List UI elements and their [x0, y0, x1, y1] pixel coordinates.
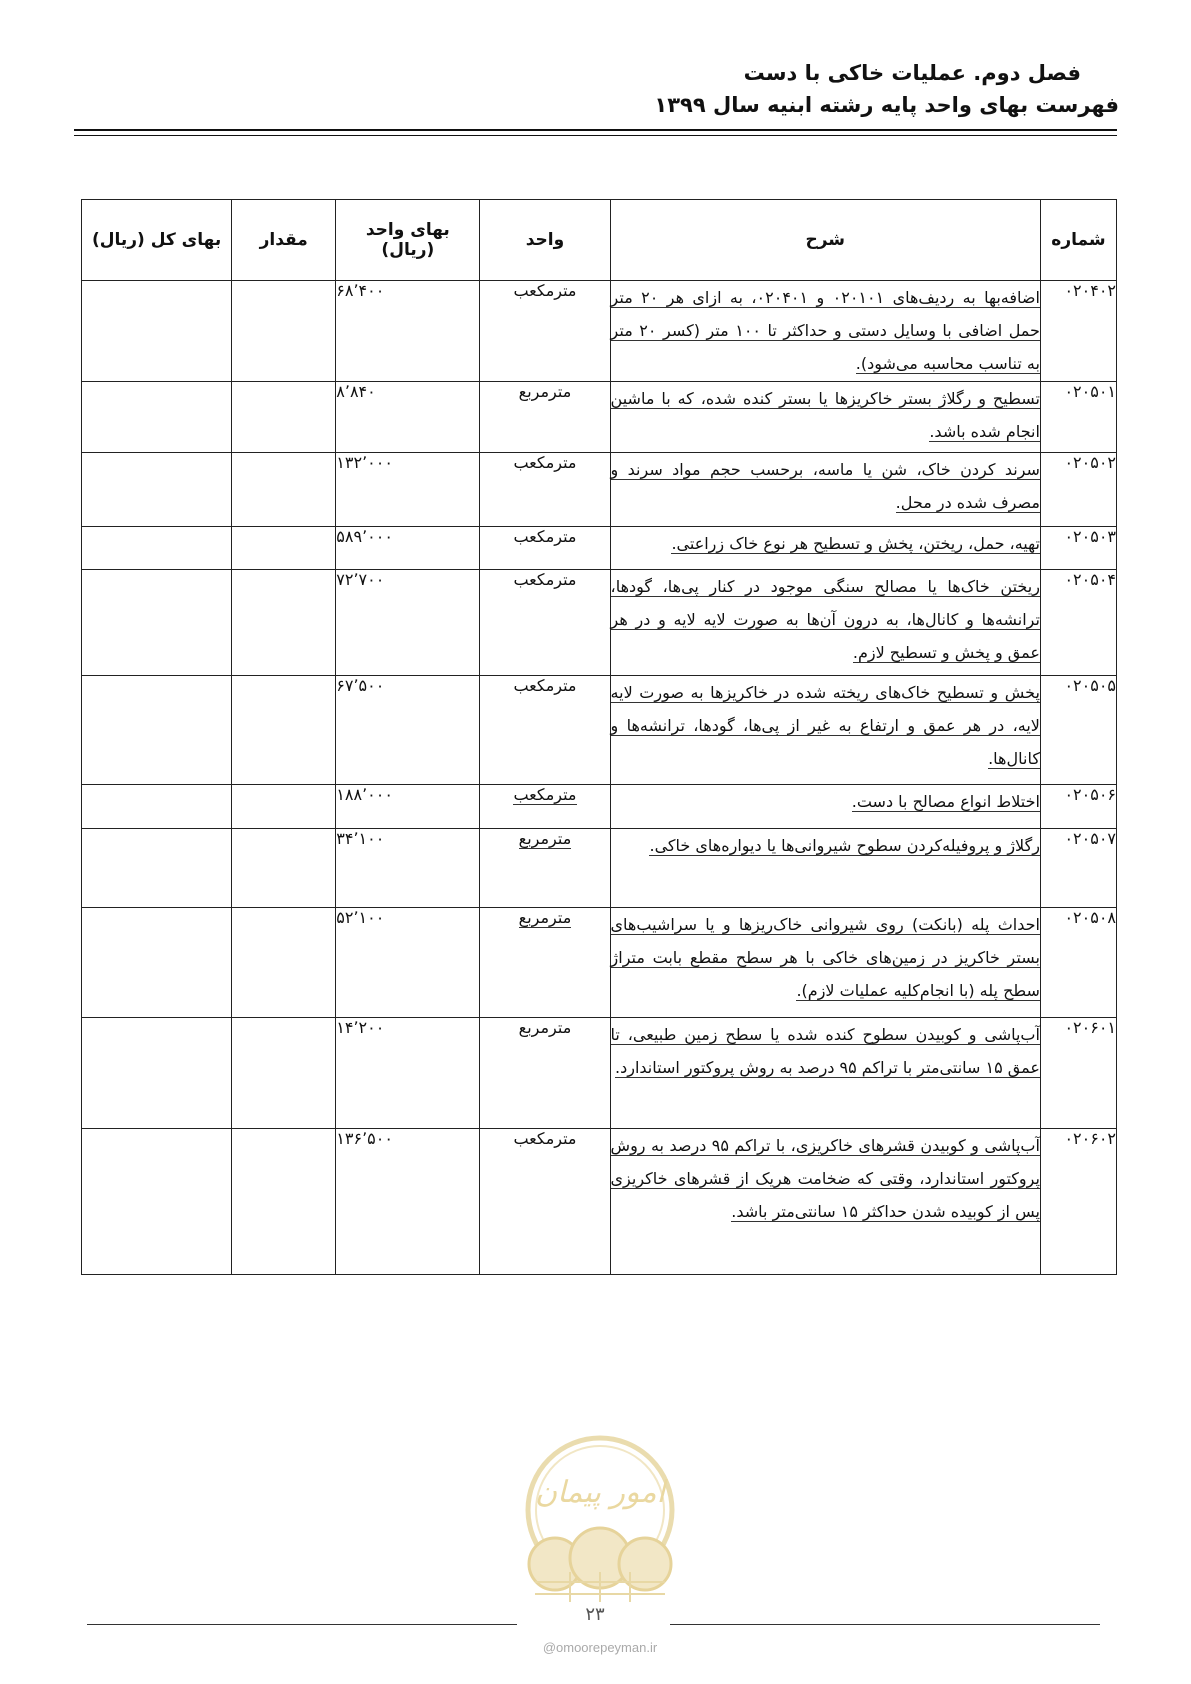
- item-quantity: [232, 908, 336, 1018]
- item-unit-price: ۵۸۹٬۰۰۰: [336, 527, 480, 570]
- item-unit-price: ۱۴٬۲۰۰: [336, 1018, 480, 1129]
- item-unit-price: ۱۳۲٬۰۰۰: [336, 453, 480, 527]
- item-unit-price: ۷۲٬۷۰۰: [336, 570, 480, 676]
- item-unit: مترمکعب: [480, 1129, 610, 1275]
- chapter-title: فصل دوم. عملیات خاکی با دست: [743, 61, 1081, 85]
- item-description: سرند کردن خاک، شن یا ماسه، برحسب حجم مواد سرند و مصرف شده در محل.: [610, 453, 1040, 527]
- header-description: شرح: [610, 200, 1040, 281]
- site-url: @omoorepeyman.ir: [542, 1640, 658, 1655]
- item-total: [82, 829, 232, 908]
- item-quantity: [232, 453, 336, 527]
- item-unit: مترمکعب: [480, 785, 610, 829]
- item-code: ۰۲۰۵۰۸: [1040, 908, 1116, 1018]
- item-total: [82, 453, 232, 527]
- item-unit-price: ۳۴٬۱۰۰: [336, 829, 480, 908]
- watermark-text: امور پیمان: [535, 1475, 665, 1510]
- item-code: ۰۲۰۵۰۲: [1040, 453, 1116, 527]
- item-unit: مترمربع: [480, 829, 610, 908]
- footer-rule-left: [87, 1624, 517, 1625]
- page-header: [654, 58, 1119, 122]
- header-quantity: مقدار: [232, 200, 336, 281]
- table-row: [82, 382, 1117, 453]
- item-description: پخش و تسطیح خاک‌های ریخته شده در خاکریزها به صورت لایه لایه، در هر عمق و ارتفاع به غیر از پی‌ها، گودها، ترانشه‌ها و کانال‌ها.: [610, 676, 1040, 785]
- item-description: رگلاژ و پروفیله‌کردن سطوح شیروانی‌ها یا دیواره‌های خاکی.: [610, 829, 1040, 908]
- header-unit: واحد: [480, 200, 610, 281]
- item-total: [82, 570, 232, 676]
- item-description: احداث پله (بانکت) روی شیروانی خاک‌ریزها و یا سراشیب‌های بستر خاکریز در زمین‌های خاکی با هر سطح مقطع بابت متراژ سطح پله (با انجام‌کلیه عملیات لازم).: [610, 908, 1040, 1018]
- item-unit: مترمکعب: [480, 527, 610, 570]
- item-unit: مترمکعب: [480, 281, 610, 382]
- item-unit-price: ۸٬۸۴۰: [336, 382, 480, 453]
- item-code: ۰۲۰۵۰۶: [1040, 785, 1116, 829]
- item-quantity: [232, 676, 336, 785]
- table-row: [82, 1018, 1117, 1129]
- table-row: [82, 908, 1117, 1018]
- item-quantity: [232, 281, 336, 382]
- page-number: ۲۳: [585, 1604, 605, 1625]
- header-unit-price: بهای واحد (ریال): [336, 200, 480, 281]
- item-code: ۰۲۰۶۰۱: [1040, 1018, 1116, 1129]
- item-unit-price: ۵۲٬۱۰۰: [336, 908, 480, 1018]
- table-row: [82, 527, 1117, 570]
- table-row: [82, 785, 1117, 829]
- header-rule-thin: [74, 135, 1117, 136]
- table-row: [82, 570, 1117, 676]
- item-description: آب‌پاشی و کوبیدن قشرهای خاکریزی، با تراکم ۹۵ درصد به روش پروکتور استاندارد، وقتی که ضخامت هریک از قشرهای خاکریزی پس از کوبیده شدن حداکثر ۱۵ سانتی‌متر باشد.: [610, 1129, 1040, 1275]
- item-total: [82, 908, 232, 1018]
- item-quantity: [232, 829, 336, 908]
- item-unit: مترمربع: [480, 1018, 610, 1129]
- header-rule-thick: [74, 129, 1117, 131]
- item-total: [82, 1018, 232, 1129]
- item-description: ریختن خاک‌ها یا مصالح سنگی موجود در کنار پی‌ها، گودها، ترانشه‌ها و کانال‌ها، به درون آن‌ها به صورت لایه لایه و در هر عمق و پخش و تسطیح لازم.: [610, 570, 1040, 676]
- table-row: [82, 829, 1117, 908]
- item-quantity: [232, 382, 336, 453]
- item-unit-price: ۱۳۶٬۵۰۰: [336, 1129, 480, 1275]
- item-unit: مترمکعب: [480, 453, 610, 527]
- item-unit-price: ۶۷٬۵۰۰: [336, 676, 480, 785]
- item-code: ۰۲۰۵۰۳: [1040, 527, 1116, 570]
- document-subtitle: فهرست بهای واحد پایه رشته ابنیه سال ۱۳۹۹: [654, 93, 1119, 117]
- item-unit-price: ۶۸٬۴۰۰: [336, 281, 480, 382]
- item-description: تهیه، حمل، ریختن، پخش و تسطیح هر نوع خاک زراعتی.: [610, 527, 1040, 570]
- price-table: [81, 199, 1117, 1275]
- item-unit: مترمربع: [480, 382, 610, 453]
- item-quantity: [232, 785, 336, 829]
- item-description: تسطیح و رگلاژ بستر خاکریزها یا بستر کنده شده، که با ماشین انجام شده باشد.: [610, 382, 1040, 453]
- item-total: [82, 281, 232, 382]
- table-row: [82, 281, 1117, 382]
- table-row: [82, 453, 1117, 527]
- table-row: [82, 1129, 1117, 1275]
- item-code: ۰۲۰۴۰۲: [1040, 281, 1116, 382]
- item-total: [82, 1129, 232, 1275]
- item-total: [82, 785, 232, 829]
- table-row: [82, 676, 1117, 785]
- header-code: شماره: [1040, 200, 1116, 281]
- item-total: [82, 527, 232, 570]
- item-quantity: [232, 570, 336, 676]
- item-quantity: [232, 1018, 336, 1129]
- item-code: ۰۲۰۵۰۱: [1040, 382, 1116, 453]
- item-quantity: [232, 1129, 336, 1275]
- item-description: آب‌پاشی و کوبیدن سطوح کنده شده یا سطح زمین طبیعی، تا عمق ۱۵ سانتی‌متر با تراکم ۹۵ درصد به روش پروکتور استاندارد.: [610, 1018, 1040, 1129]
- item-total: [82, 676, 232, 785]
- item-code: ۰۲۰۶۰۲: [1040, 1129, 1116, 1275]
- footer-rule-right: [670, 1624, 1100, 1625]
- header-total-price: بهای کل (ریال): [82, 200, 232, 281]
- item-description: اضافه‌بها به ردیف‌های ۰۲۰۱۰۱ و ۰۲۰۴۰۱، به ازای هر ۲۰ متر حمل اضافی با وسایل دستی و حداکثر تا ۱۰۰ متر (کسر ۲۰ متر به تناسب محاسبه می‌شود).: [610, 281, 1040, 382]
- item-unit: مترمکعب: [480, 570, 610, 676]
- item-unit-price: ۱۸۸٬۰۰۰: [336, 785, 480, 829]
- item-code: ۰۲۰۵۰۴: [1040, 570, 1116, 676]
- item-description: اختلاط انواع مصالح با دست.: [610, 785, 1040, 829]
- item-total: [82, 382, 232, 453]
- watermark-logo: [510, 1432, 690, 1612]
- table-header-row: [82, 200, 1117, 281]
- item-unit: مترمکعب: [480, 676, 610, 785]
- item-unit: مترمربع: [480, 908, 610, 1018]
- item-quantity: [232, 527, 336, 570]
- item-code: ۰۲۰۵۰۵: [1040, 676, 1116, 785]
- item-code: ۰۲۰۵۰۷: [1040, 829, 1116, 908]
